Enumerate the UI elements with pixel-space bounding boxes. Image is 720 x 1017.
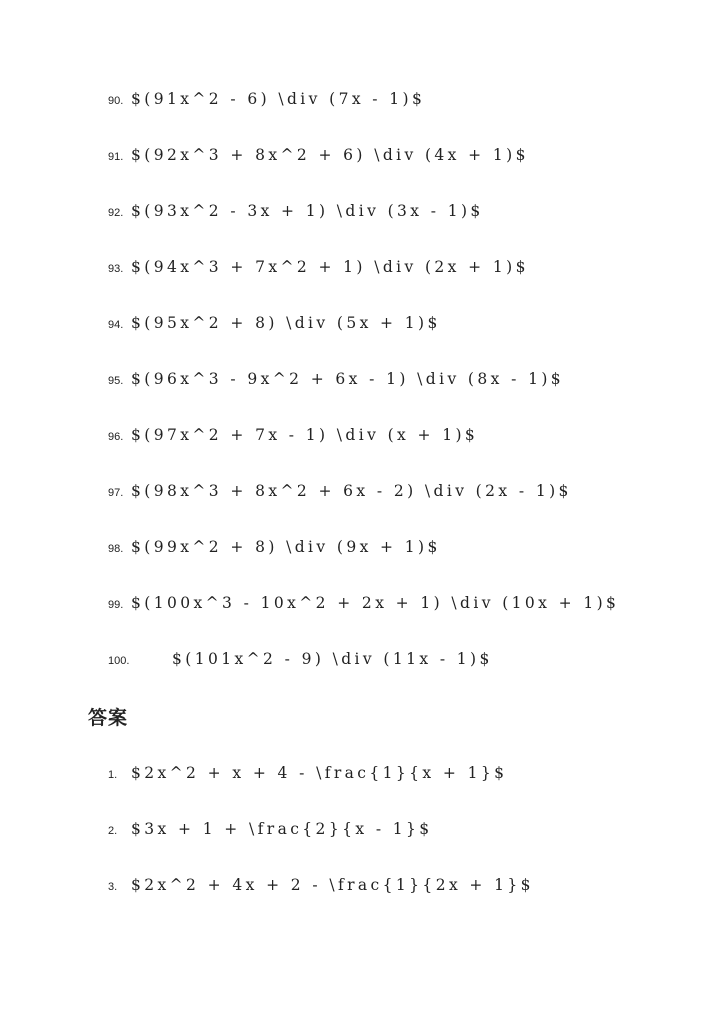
problem-expression: $(91x^2 - 6) \div (7x - 1)$ bbox=[131, 90, 426, 108]
problem-expression: $(97x^2 + 7x - 1) \div (x + 1)$ bbox=[131, 426, 479, 444]
answer-expression: $3x + 1 + \frac{2}{x - 1}$ bbox=[131, 820, 433, 838]
answer-number: 3. bbox=[108, 881, 118, 893]
problem-expression: $(95x^2 + 8) \div (5x + 1)$ bbox=[131, 314, 441, 332]
answer-expression: $2x^2 + 4x + 2 - \frac{1}{2x + 1}$ bbox=[131, 876, 534, 894]
problem-number: 96. bbox=[108, 431, 124, 443]
problem-number: 95. bbox=[108, 375, 124, 387]
problem-number: 90. bbox=[108, 95, 124, 107]
problem-number: 93. bbox=[108, 263, 124, 275]
problem-number: 94. bbox=[108, 319, 124, 331]
problem-expression: $(92x^3 + 8x^2 + 6) \div (4x + 1)$ bbox=[131, 146, 529, 164]
problem-number: 91. bbox=[108, 151, 124, 163]
problem-expression: $(93x^2 - 3x + 1) \div (3x - 1)$ bbox=[131, 202, 484, 220]
problem-number: 98. bbox=[108, 543, 124, 555]
problem-number: 99. bbox=[108, 599, 124, 611]
problem-number: 92. bbox=[108, 207, 124, 219]
answer-expression: $2x^2 + x + 4 - \frac{1}{x + 1}$ bbox=[131, 764, 508, 782]
problem-number: 100. bbox=[108, 655, 130, 667]
problem-expression: $(96x^3 - 9x^2 + 6x - 1) \div (8x - 1)$ bbox=[131, 370, 565, 388]
problem-expression: $(101x^2 - 9) \div (11x - 1)$ bbox=[172, 650, 493, 668]
problem-expression: $(100x^3 - 10x^2 + 2x + 1) \div (10x + 1)$ bbox=[131, 594, 620, 612]
answer-number: 2. bbox=[108, 825, 118, 837]
problem-expression: $(98x^3 + 8x^2 + 6x - 2) \div (2x - 1)$ bbox=[131, 482, 572, 500]
problem-number: 97. bbox=[108, 487, 124, 499]
problem-expression: $(94x^3 + 7x^2 + 1) \div (2x + 1)$ bbox=[131, 258, 529, 276]
answer-number: 1. bbox=[108, 769, 118, 781]
problem-expression: $(99x^2 + 8) \div (9x + 1)$ bbox=[131, 538, 441, 556]
answers-heading: 答案 bbox=[88, 707, 129, 729]
